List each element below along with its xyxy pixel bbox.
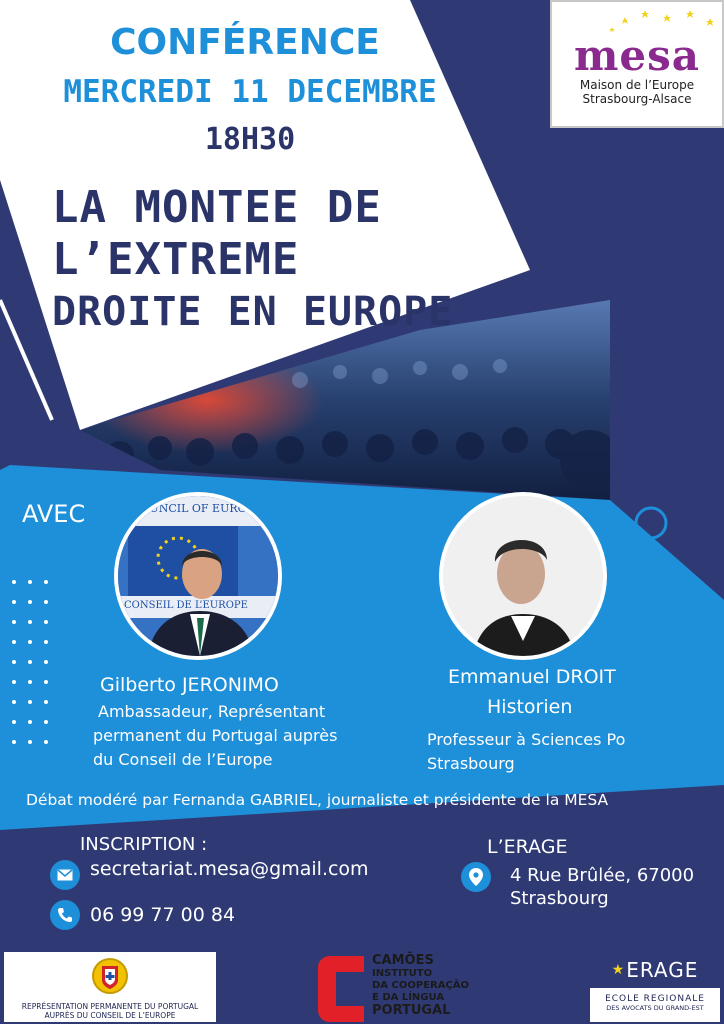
speaker2-role — [427, 728, 625, 776]
camoes-logo — [318, 952, 488, 1024]
speaker2-name: Emmanuel DROIT — [448, 666, 616, 688]
title-line: LA MONTEE DE — [52, 182, 382, 233]
speaker2-role-line: Professeur à Sciences Po — [427, 730, 626, 749]
email-link[interactable]: secretariat.mesa@gmail.com — [90, 858, 369, 880]
phone-icon — [50, 900, 80, 930]
conference-title — [52, 182, 492, 338]
email-icon — [50, 860, 80, 890]
venue-address — [510, 864, 694, 910]
portugal-representation-logo — [4, 952, 216, 1022]
portugal-line2: AUPRÈS DU CONSEIL DE L’EUROPE — [44, 1011, 176, 1020]
speaker1-photo — [114, 492, 282, 660]
venue-name: L’ERAGE — [487, 836, 568, 858]
avec-label: AVEC — [22, 500, 86, 528]
speaker2-role-line: Strasbourg — [427, 754, 515, 773]
speaker2-photo — [439, 492, 607, 660]
speaker1-name: Gilberto JERONIMO — [100, 674, 279, 696]
inscription-label: INSCRIPTION : — [80, 834, 208, 855]
moderator-line: Débat modéré par Fernanda GABRIEL, journaliste et présidente de la MESA — [26, 791, 609, 809]
erage-name: ERAGE — [626, 958, 699, 982]
speaker1-backdrop-top: COUNCIL OF EUROPE — [132, 502, 263, 515]
speaker2-title: Historien — [487, 696, 573, 718]
portugal-coat-of-arms-icon — [88, 956, 132, 996]
event-time: 18H30 — [204, 122, 296, 157]
mesa-wordmark: mesa — [573, 31, 701, 80]
phone-number[interactable]: 06 99 77 00 84 — [90, 904, 236, 926]
event-date: MERCREDI 11 DECEMBRE — [63, 74, 437, 110]
title-line: DROITE EN EUROPE — [52, 289, 454, 335]
erage-line1: ECOLE REGIONALE — [605, 994, 705, 1004]
mesa-line1: Maison de l’Europe — [579, 78, 695, 92]
speaker1-portrait — [118, 496, 278, 656]
mesa-logo — [550, 0, 724, 128]
star-icon: ★ — [611, 962, 625, 978]
title-line: L’EXTREME — [52, 234, 300, 285]
speaker1-role — [93, 700, 337, 772]
camoes-c-icon — [318, 956, 364, 1022]
camoes-line: DA COOPERAÇÃO — [372, 980, 470, 991]
portugal-line1: REPRÉSENTATION PERMANENTE DU PORTUGAL — [21, 1002, 199, 1011]
camoes-line: E DA LÍNGUA — [372, 992, 445, 1003]
venue-address-line1: 4 Rue Brûlée, 67000 — [510, 865, 695, 886]
speaker1-role-line: permanent du Portugal auprès — [93, 726, 338, 745]
venue-address-line2: Strasbourg — [510, 888, 609, 909]
camoes-line: PORTUGAL — [372, 1003, 451, 1018]
speaker2-portrait — [443, 496, 603, 656]
speaker1-backdrop-bottom: CONSEIL DE L’EUROPE — [124, 600, 248, 611]
speaker1-role-line: Ambassadeur, Représentant — [98, 702, 326, 721]
decorative-dots — [12, 580, 52, 750]
mesa-line2: Strasbourg-Alsace — [582, 92, 692, 106]
erage-logo — [590, 952, 720, 1022]
event-type: CONFÉRENCE — [110, 22, 380, 63]
camoes-line: INSTITUTO — [372, 968, 433, 979]
camoes-line: CAMÕES — [372, 953, 434, 968]
location-pin-icon — [461, 862, 491, 892]
speaker1-role-line: du Conseil de l’Europe — [93, 750, 273, 769]
erage-line2: DES AVOCATS DU GRAND-EST — [606, 1004, 704, 1012]
